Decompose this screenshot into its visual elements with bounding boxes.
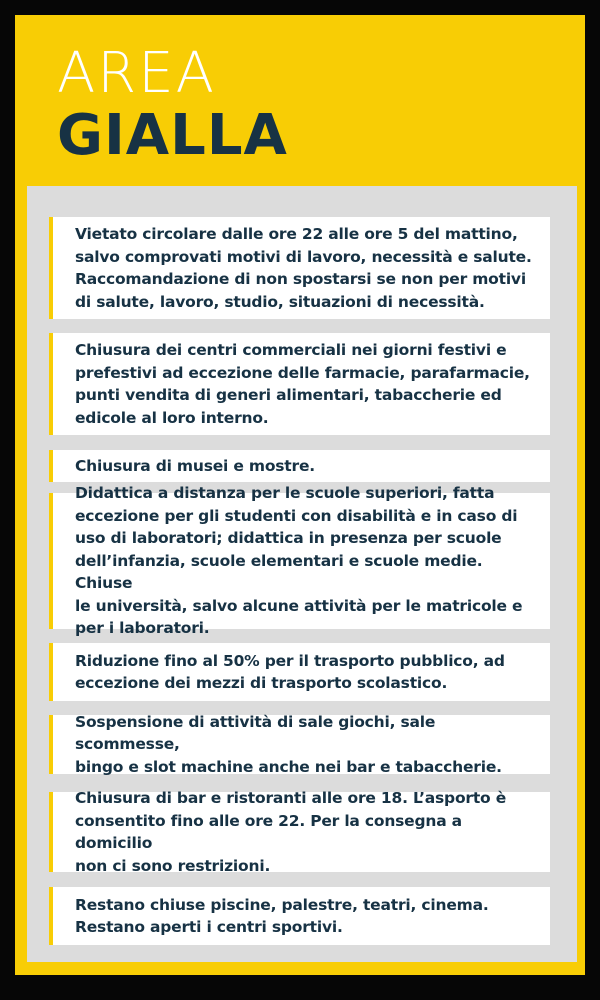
rule-item-museums (49, 450, 550, 482)
title-line-gialla: GIALLA (57, 103, 288, 168)
rule-item-schools (49, 484, 550, 638)
rule-text: Riduzione fino al 50% per il trasporto pubblico, ad eccezione dei mezzi di trasporto scolastico. (75, 651, 505, 692)
rule-item-gaming (49, 712, 550, 776)
rule-text: Vietato circolare dalle ore 22 alle ore 5 del mattino, salvo comprovati motivi di lavoro, necessità e salute. Raccomandazione di non spostarsi se non per motivi di salute, lavoro, studio, situazioni di necessità. (75, 225, 532, 311)
page-title (57, 41, 288, 168)
rule-item-sports (49, 887, 550, 945)
rule-text: Chiusura di bar e ristoranti alle ore 18. L’asporto è consentito fino alle ore 22. Per la consegna a domicilio non ci sono restrizioni. (75, 789, 507, 875)
rule-text: Chiusura dei centri commerciali nei giorni festivi e prefestivi ad eccezione delle farmacie, parafarmacie, punti vendita di generi alimentari, tabaccherie ed edicole al loro interno. (75, 341, 530, 427)
rule-item-shopping-centers (49, 333, 550, 435)
rule-item-bars-restaurants (49, 789, 550, 875)
rule-item-curfew (49, 217, 550, 319)
rule-text: Sospensione di attività di sale giochi, sale scommesse, bingo e slot machine anche nei bar e tabaccherie. (75, 712, 502, 776)
rule-text: Restano chiuse piscine, palestre, teatri, cinema. Restano aperti i centri sportivi. (75, 895, 489, 936)
rule-item-public-transport (49, 643, 550, 701)
title-line-area: AREA (57, 41, 216, 106)
rule-text: Chiusura di musei e mostre. (75, 456, 315, 475)
rule-text: Didattica a distanza per le scuole superiori, fatta eccezione per gli studenti con disabilità e in caso di uso di laboratori; didattica in presenza per scuole dell’infanzia, scuole elementari e scuole medie. Chiuse le università, salvo alcune attività per le matricole e per i laboratori. (75, 484, 523, 638)
